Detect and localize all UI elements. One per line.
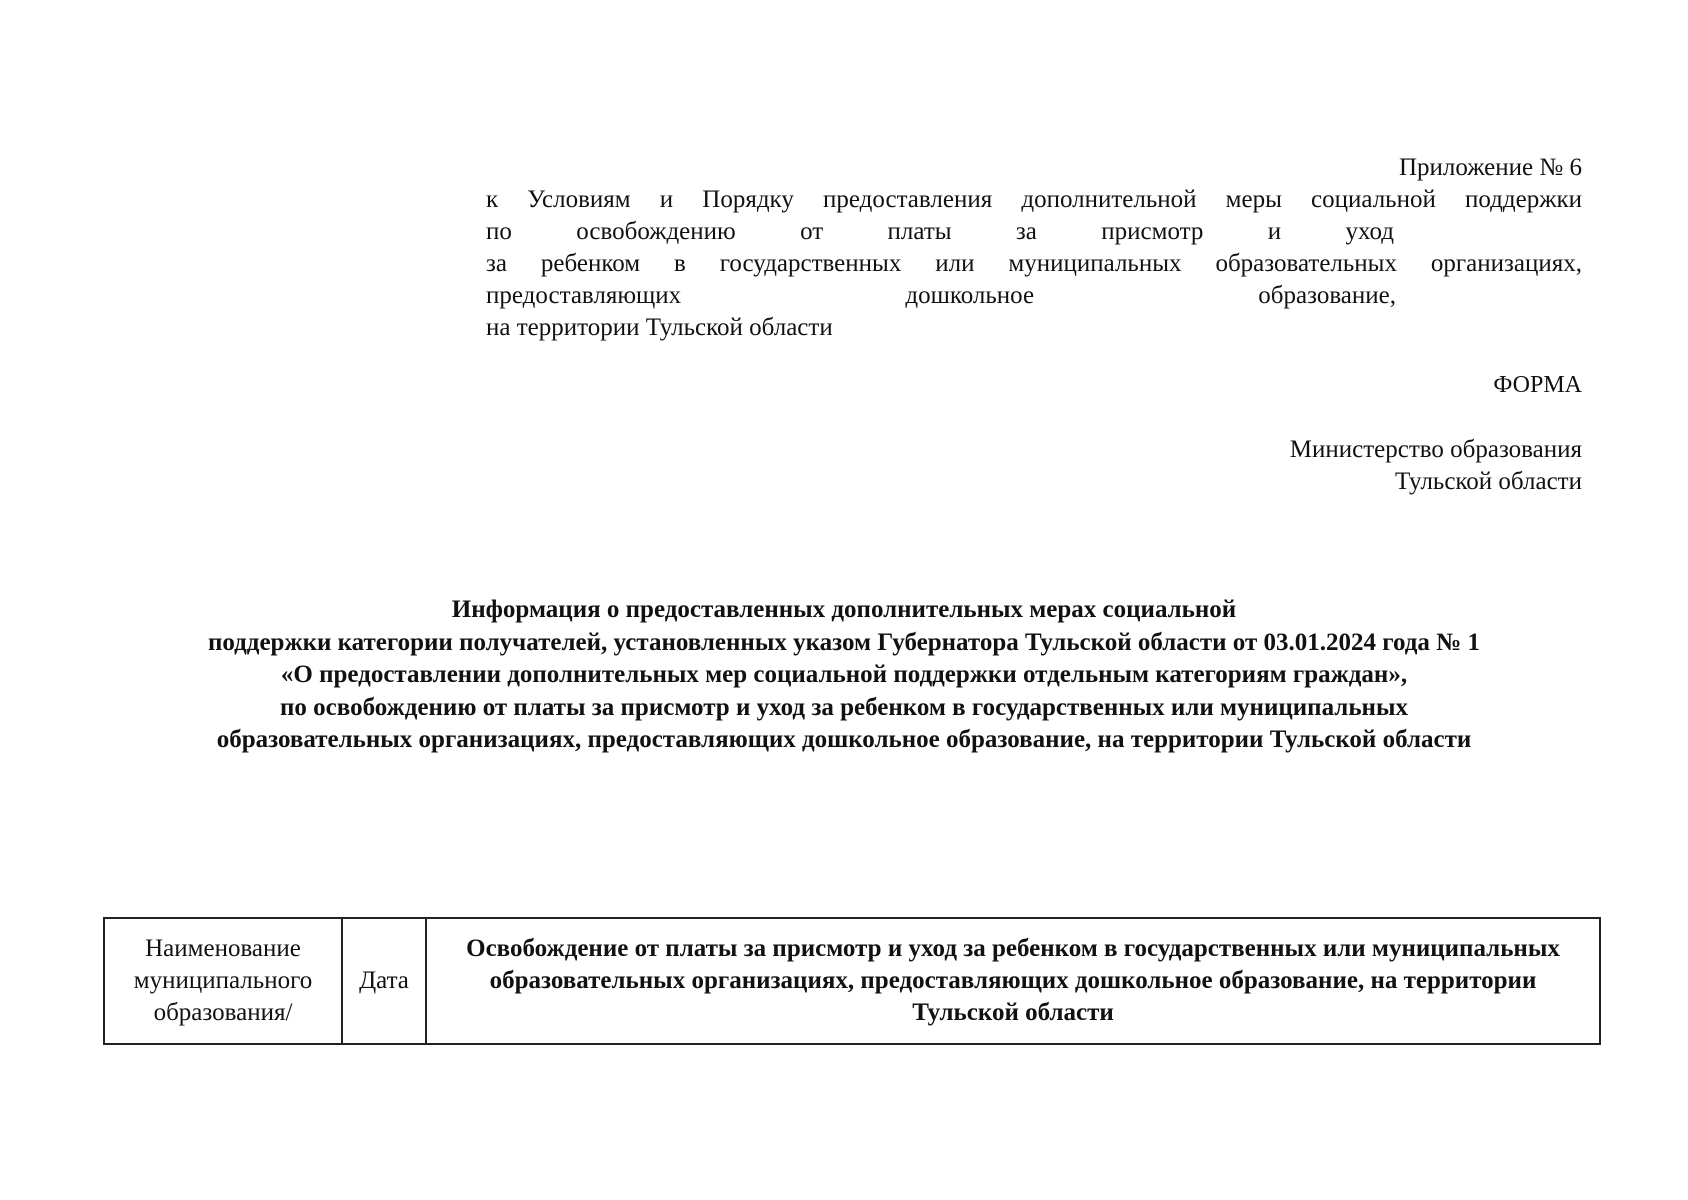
header-municipality: Наименование муниципального образования/ [104, 918, 342, 1044]
recipient-line-2: Тульской области [1395, 468, 1582, 495]
document-title-line-3: «О предоставлении дополнительных мер социальной поддержки отдельным категориям граждан», [280, 661, 1408, 688]
form-table [103, 917, 1601, 1045]
appendix-line-1: к Условиям и Порядку предоставления дополнительной меры социальной поддержки [486, 186, 1582, 213]
header-exemption: Освобождение от платы за присмотр и уход за ребенком в государственных или муниципальных образовательных организациях, предоставляющих дошкольное образование, на территории Тульской области [426, 918, 1600, 1044]
appendix-title: Приложение № 6 [1398, 154, 1582, 181]
document-title-line-2: поддержки категории получателей, установленных указом Губернатора Тульской области от 03.01.2024 года № 1 [207, 628, 1481, 656]
form-label: ФОРМА [1493, 372, 1582, 398]
recipient-block [1290, 434, 1582, 498]
document-title-line-5: образовательных организациях, предоставляющих дошкольное образование, на территории Тульской области [216, 726, 1472, 753]
appendix-line-2: по освобождению от платы за присмотр и уход [486, 218, 1394, 245]
recipient-line-1: Министерство образования [1289, 436, 1582, 463]
appendix-header [486, 152, 1582, 344]
document-title [60, 594, 1628, 757]
appendix-line-5: на территории Тульской области [486, 314, 833, 341]
appendix-line-4: предоставляющих дошкольное образование, [486, 282, 1396, 309]
document-title-line-1: Информация о предоставленных дополнительных мерах социальной [451, 596, 1237, 623]
document-title-line-4: по освобождению от платы за присмотр и уход за ребенком в государственных или муниципальных [280, 693, 1408, 721]
table-header-row [104, 918, 1600, 1044]
header-date: Дата [342, 918, 426, 1044]
appendix-line-3: за ребенком в государственных или муниципальных образовательных организациях, [486, 250, 1582, 277]
